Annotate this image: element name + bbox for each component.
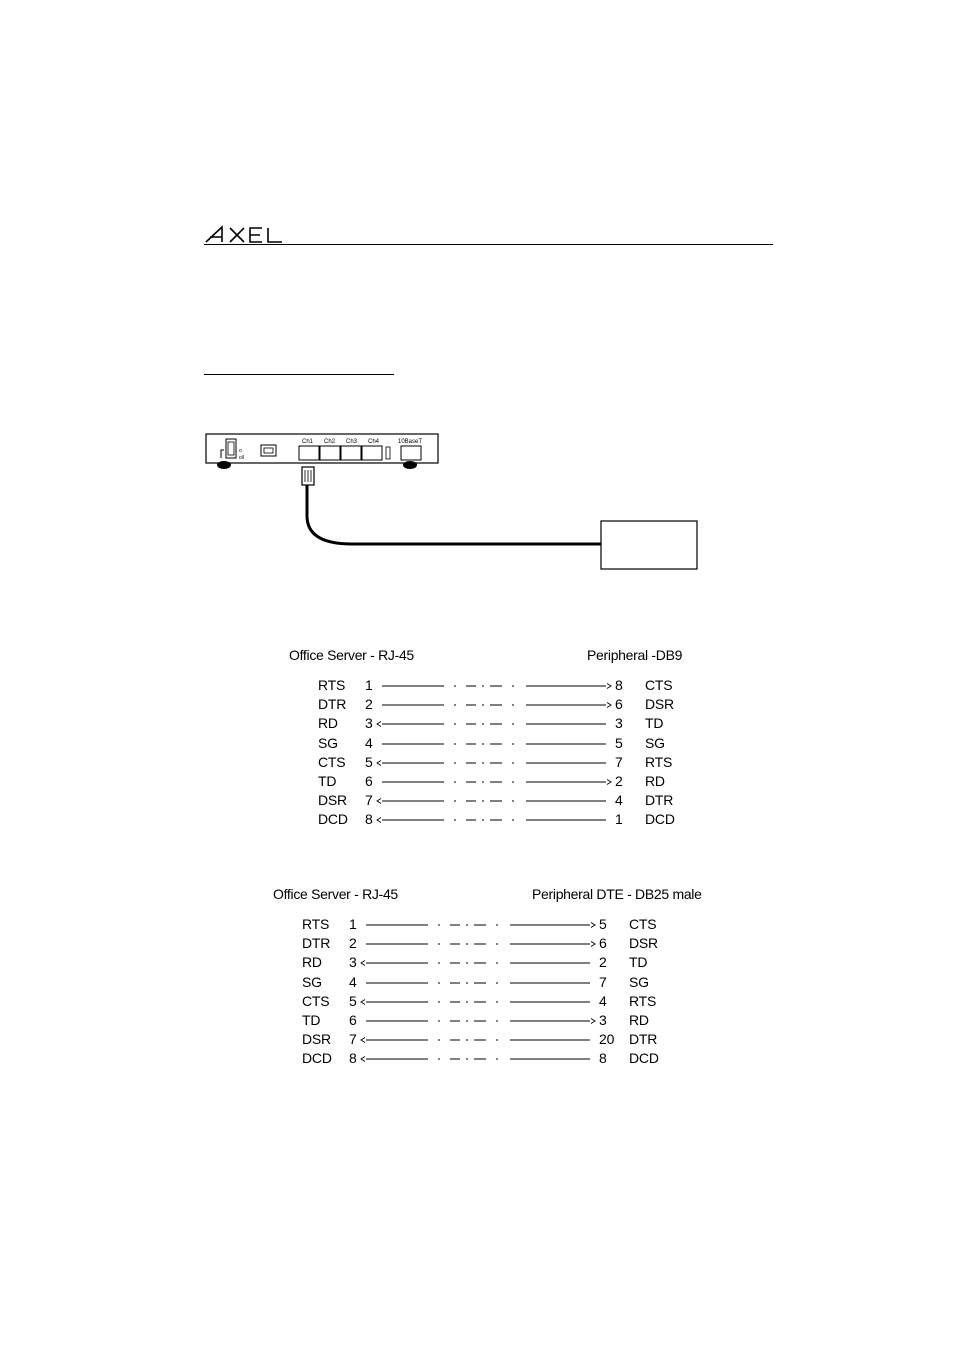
port-ch1 <box>299 446 319 460</box>
right-signal: CTS <box>645 677 673 693</box>
right-pin: 8 <box>615 677 623 693</box>
wire-line <box>374 777 614 787</box>
left-pin: 2 <box>349 935 357 952</box>
db25-right-title: Peripheral DTE - DB25 male <box>532 886 702 902</box>
wire-line <box>358 1054 598 1064</box>
port-label-ch1: Ch1 <box>302 439 314 445</box>
wire-line <box>358 920 598 930</box>
right-signal: DCD <box>629 1050 659 1067</box>
right-signal: TD <box>629 954 648 971</box>
axel-logo <box>204 224 294 249</box>
wire-line <box>374 758 614 768</box>
right-pin: 2 <box>599 954 607 971</box>
left-signal: DCD <box>318 811 348 828</box>
left-signal: TD <box>318 773 337 789</box>
svg-text:o: o <box>239 448 242 454</box>
left-pin: 5 <box>365 753 373 770</box>
left-signal: DCD <box>302 1050 332 1067</box>
wire-line <box>374 681 614 691</box>
right-signal: DSR <box>629 935 658 952</box>
port-10baset <box>401 446 421 460</box>
section-rule <box>204 374 394 375</box>
port-label-ch3: Ch3 <box>346 439 358 445</box>
left-pin: 4 <box>365 734 373 751</box>
left-signal: RD <box>302 954 322 971</box>
right-pin: 8 <box>599 1050 607 1067</box>
left-pin: 5 <box>349 992 357 1009</box>
right-signal: RTS <box>629 992 657 1009</box>
wire-line <box>358 1016 598 1026</box>
db9-left-title: Office Server - RJ-45 <box>289 647 414 663</box>
db9-right-title: Peripheral -DB9 <box>587 647 683 663</box>
right-signal: DTR <box>629 1031 658 1048</box>
right-signal: SG <box>645 734 665 751</box>
left-signal: CTS <box>318 753 346 770</box>
left-pin: 8 <box>365 811 373 828</box>
right-pin: 3 <box>615 715 623 732</box>
server-foot-right <box>403 461 417 469</box>
port-ch2 <box>320 446 340 460</box>
left-signal: SG <box>318 734 338 751</box>
left-pin: 7 <box>365 792 373 809</box>
right-pin: 7 <box>599 973 607 990</box>
right-pin: 1 <box>615 811 623 828</box>
right-signal: TD <box>645 715 664 732</box>
left-pin: 7 <box>349 1031 357 1048</box>
right-signal: SG <box>629 973 649 990</box>
wire-line <box>358 997 598 1007</box>
left-pin: 8 <box>349 1050 357 1067</box>
port-label-ch4: Ch4 <box>368 439 380 445</box>
right-signal: DSR <box>645 696 674 713</box>
right-pin: 20 <box>599 1031 615 1048</box>
left-signal: SG <box>302 973 322 990</box>
right-pin: 5 <box>599 916 607 932</box>
left-pin: 1 <box>349 916 357 932</box>
right-pin: 6 <box>615 696 623 713</box>
peripheral-box <box>601 521 697 569</box>
header-rule <box>204 244 773 245</box>
left-signal: RTS <box>302 916 330 932</box>
left-pin: 3 <box>365 715 373 732</box>
right-pin: 2 <box>615 773 623 789</box>
left-signal: CTS <box>302 992 330 1009</box>
svg-text:o/I: o/I <box>239 455 245 461</box>
left-pin: 4 <box>349 973 357 990</box>
left-pin: 2 <box>365 696 373 713</box>
left-signal: DTR <box>318 696 347 713</box>
left-signal: DTR <box>302 935 331 952</box>
server-foot-left <box>217 461 231 469</box>
connection-diagram <box>200 428 710 583</box>
port-label-ch2: Ch2 <box>324 439 336 445</box>
db25-left-title: Office Server - RJ-45 <box>273 886 398 902</box>
right-signal: RD <box>629 1012 649 1028</box>
left-signal: DSR <box>302 1031 331 1048</box>
right-pin: 4 <box>615 792 623 809</box>
right-signal: RTS <box>645 753 673 770</box>
left-signal: DSR <box>318 792 347 809</box>
port-label-10baset: 10BaseT <box>398 439 423 445</box>
wire-line <box>374 796 614 806</box>
right-signal: RD <box>645 773 665 789</box>
right-pin: 6 <box>599 935 607 952</box>
left-pin: 3 <box>349 954 357 971</box>
wire-line <box>374 700 614 710</box>
right-pin: 4 <box>599 992 607 1009</box>
wire-line <box>374 739 614 749</box>
wire-line <box>374 719 614 729</box>
wire-line <box>358 939 598 949</box>
left-pin: 6 <box>365 773 373 789</box>
wire-line <box>374 815 614 825</box>
right-pin: 3 <box>599 1012 607 1028</box>
port-ch3 <box>341 446 361 460</box>
serial-cable <box>307 485 601 544</box>
left-pin: 6 <box>349 1012 357 1028</box>
left-signal: RD <box>318 715 338 732</box>
left-pin: 1 <box>365 677 373 693</box>
port-ch4 <box>362 446 382 460</box>
left-signal: RTS <box>318 677 346 693</box>
wire-line <box>358 1035 598 1045</box>
left-signal: TD <box>302 1012 321 1028</box>
right-signal: DTR <box>645 792 674 809</box>
right-pin: 5 <box>615 734 623 751</box>
wire-line <box>358 958 598 968</box>
wire-line <box>358 978 598 988</box>
right-signal: CTS <box>629 916 657 932</box>
right-pin: 7 <box>615 753 623 770</box>
right-signal: DCD <box>645 811 675 828</box>
